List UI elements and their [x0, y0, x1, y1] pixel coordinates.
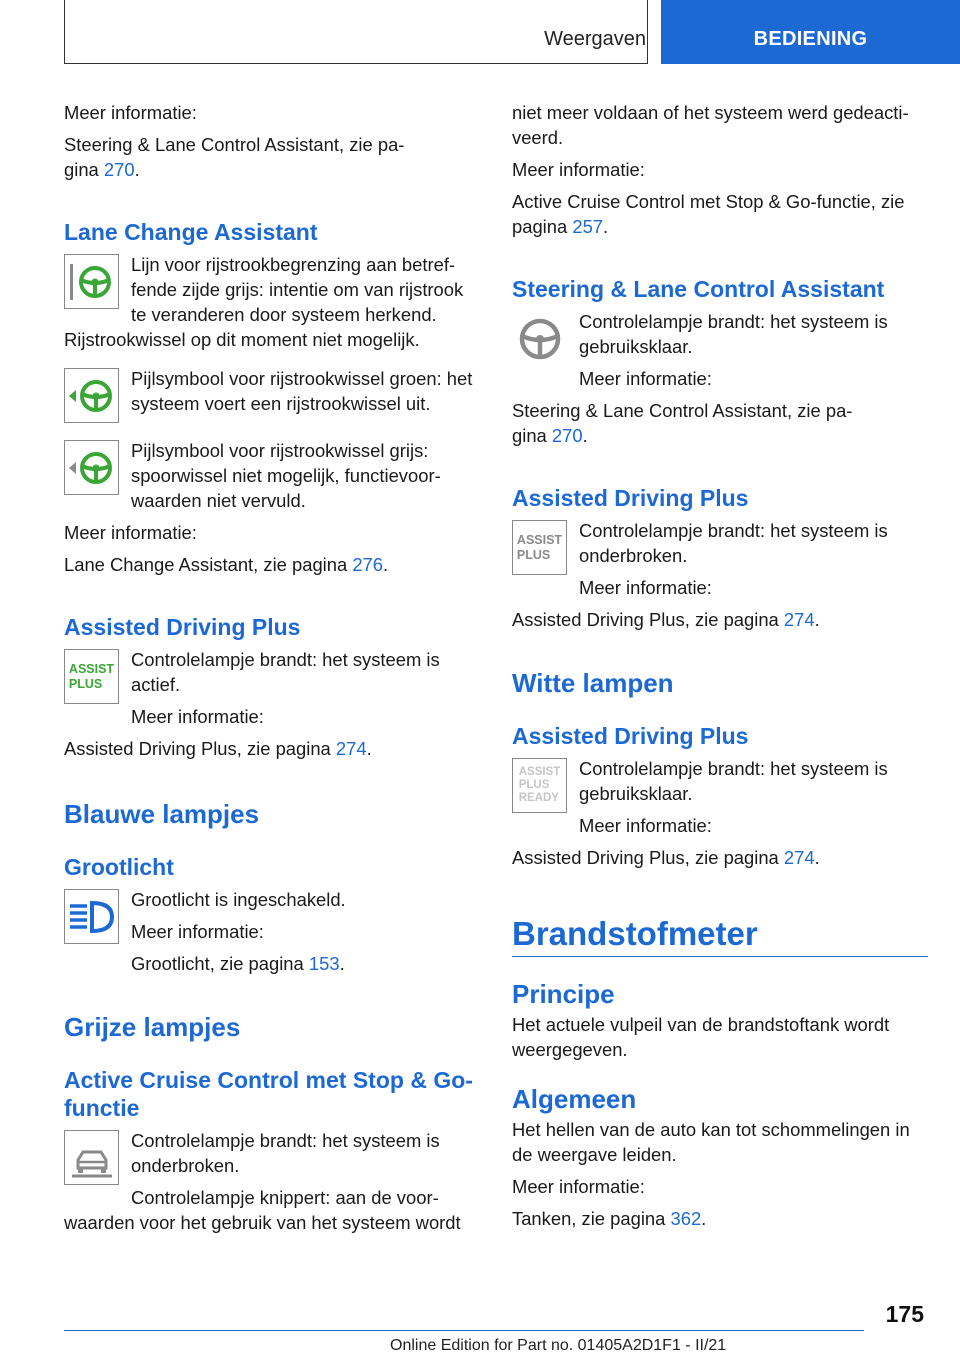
section-heading-adp-grey: Assisted Driving Plus	[512, 485, 749, 511]
section-heading-algemeen: Algemeen	[512, 1084, 637, 1114]
adp-more-label: Meer informatie:	[131, 706, 264, 727]
page-link[interactable]: 274	[783, 847, 815, 868]
page-link[interactable]: 153	[308, 953, 340, 974]
slca-more-ref: Steering & Lane Control Assistant, zie pa‐ gina 270.	[512, 400, 853, 446]
section-heading-high-beam: Grootlicht	[64, 854, 174, 880]
section-heading-acc: Active Cruise Control met Stop & Go-functie	[64, 1067, 473, 1121]
adp-grey-more-label: Meer informatie:	[579, 577, 712, 598]
page-link[interactable]: 274	[783, 609, 815, 630]
section-heading-adp-white: Assisted Driving Plus	[512, 723, 749, 749]
adp-white-entry	[512, 756, 928, 838]
algemeen-text: Het hellen van de auto kan tot schommelingen in de weergave leiden.	[512, 1119, 910, 1165]
algemeen-more-label: Meer informatie:	[512, 1176, 645, 1197]
footer-edition: Online Edition for Part no. 01405A2D1F1 - II/21	[390, 1337, 727, 1354]
page-link[interactable]: 276	[352, 554, 384, 575]
header-section-title: Weergaven	[544, 28, 646, 50]
high-beam-entry	[64, 887, 480, 976]
page-link[interactable]: 270	[103, 159, 135, 180]
left-column	[64, 100, 480, 1235]
acc-text: Controlelampje brandt: het systeem is onderbroken.	[131, 1130, 440, 1176]
slca-entry	[512, 309, 928, 391]
acc-more-ref: Active Cruise Control met Stop & Go-functie, zie pagina 257.	[512, 191, 905, 237]
adp-grey-entry	[512, 518, 928, 600]
section-heading-white-lamps: Witte lampen	[512, 668, 674, 698]
cruise-control-grey-icon	[64, 1130, 119, 1185]
steering-wheel-lane-grey-icon	[64, 254, 119, 309]
adp-grey-text: Controlelampje brandt: het systeem is onderbroken.	[579, 520, 888, 566]
lca-more-label: Meer informatie:	[64, 522, 197, 543]
lca-text-1: Lijn voor rijstrookbegrenzing aan betref‐fende zijde grijs: intentie om van rijstrook te veranderen door systeem herkend.	[131, 254, 464, 325]
lca-text-1-cont: Rijstrookwissel op dit moment niet mogelijk.	[64, 329, 420, 350]
adp-grey-more-ref: Assisted Driving Plus, zie pagina 274.	[512, 609, 820, 630]
high-beam-more-label: Meer informatie:	[131, 921, 264, 942]
assist-plus-green-icon: ASSIST PLUS	[64, 649, 119, 704]
section-heading-slca: Steering & Lane Control Assistant	[512, 276, 885, 302]
lca-text-3: Pijlsymbool voor rijstrookwissel grijs: spoorwissel niet mogelijk, functievoor‐waarden niet vervuld.	[131, 440, 441, 511]
lane-change-arrow-green-icon	[64, 368, 119, 423]
page-number: 175	[885, 1301, 924, 1327]
adp-text: Controlelampje brandt: het systeem is actief.	[131, 649, 440, 695]
high-beam-more-ref: Grootlicht, zie pagina 153.	[131, 953, 345, 974]
adp-more-ref: Assisted Driving Plus, zie pagina 274.	[64, 738, 372, 759]
acc-text-2: Controlelampje knippert: aan de voor‐	[131, 1187, 439, 1208]
slca-more-label: Meer informatie:	[579, 368, 712, 389]
section-heading-lca: Lane Change Assistant	[64, 219, 318, 245]
high-beam-text: Grootlicht is ingeschakeld.	[131, 889, 346, 910]
page-link[interactable]: 362	[670, 1208, 702, 1229]
section-heading-blue-lamps: Blauwe lampjes	[64, 799, 260, 829]
steering-wheel-grey-icon	[512, 311, 567, 366]
intro-label: Meer informatie:	[64, 102, 197, 123]
lca-entry-1	[64, 252, 480, 327]
section-heading-grey-lamps: Grijze lampjes	[64, 1012, 241, 1042]
right-column	[512, 100, 928, 1231]
principe-text: Het actuele vulpeil van de brandstoftank wordt weergegeven.	[512, 1014, 890, 1060]
slca-text: Controlelampje brandt: het systeem is gebruiksklaar.	[579, 311, 888, 357]
acc-text-2-cont: waarden voor het gebruik van het systeem wordt	[64, 1212, 461, 1233]
assist-plus-grey-icon: ASSIST PLUS	[512, 520, 567, 575]
algemeen-more-ref: Tanken, zie pagina 362.	[512, 1208, 707, 1229]
lca-entry-3	[64, 438, 480, 513]
header-chapter-tab[interactable]: BEDIENING	[661, 0, 960, 64]
section-heading-adp: Assisted Driving Plus	[64, 614, 301, 640]
footer-divider	[64, 1330, 864, 1331]
intro-text: Steering & Lane Control Assistant, zie pa‐ gina 270.	[64, 134, 405, 180]
adp-white-more-label: Meer informatie:	[579, 815, 712, 836]
adp-entry	[64, 647, 480, 729]
adp-white-more-ref: Assisted Driving Plus, zie pagina 274.	[512, 847, 820, 868]
adp-white-text: Controlelampje brandt: het systeem is gebruiksklaar.	[579, 758, 888, 804]
assist-plus-ready-icon: ASSIST PLUS READY	[512, 758, 567, 813]
section-heading-principe: Principe	[512, 979, 615, 1009]
high-beam-icon	[64, 889, 119, 944]
acc-entry	[64, 1128, 480, 1210]
lca-entry-2	[64, 366, 480, 424]
acc-text-cont: niet meer voldaan of het systeem werd gedeacti‐veerd.	[512, 102, 909, 148]
page-link[interactable]: 257	[572, 216, 604, 237]
chapter-heading-fuel: Brandstofmeter	[512, 914, 928, 957]
page-link[interactable]: 274	[335, 738, 367, 759]
lca-text-2: Pijlsymbool voor rijstrookwissel groen: het systeem voert een rijstrookwissel uit.	[131, 368, 473, 414]
lca-more-ref: Lane Change Assistant, zie pagina 276.	[64, 554, 389, 575]
acc-more-label: Meer informatie:	[512, 159, 645, 180]
page-link[interactable]: 270	[551, 425, 583, 446]
lane-change-arrow-grey-icon	[64, 440, 119, 495]
